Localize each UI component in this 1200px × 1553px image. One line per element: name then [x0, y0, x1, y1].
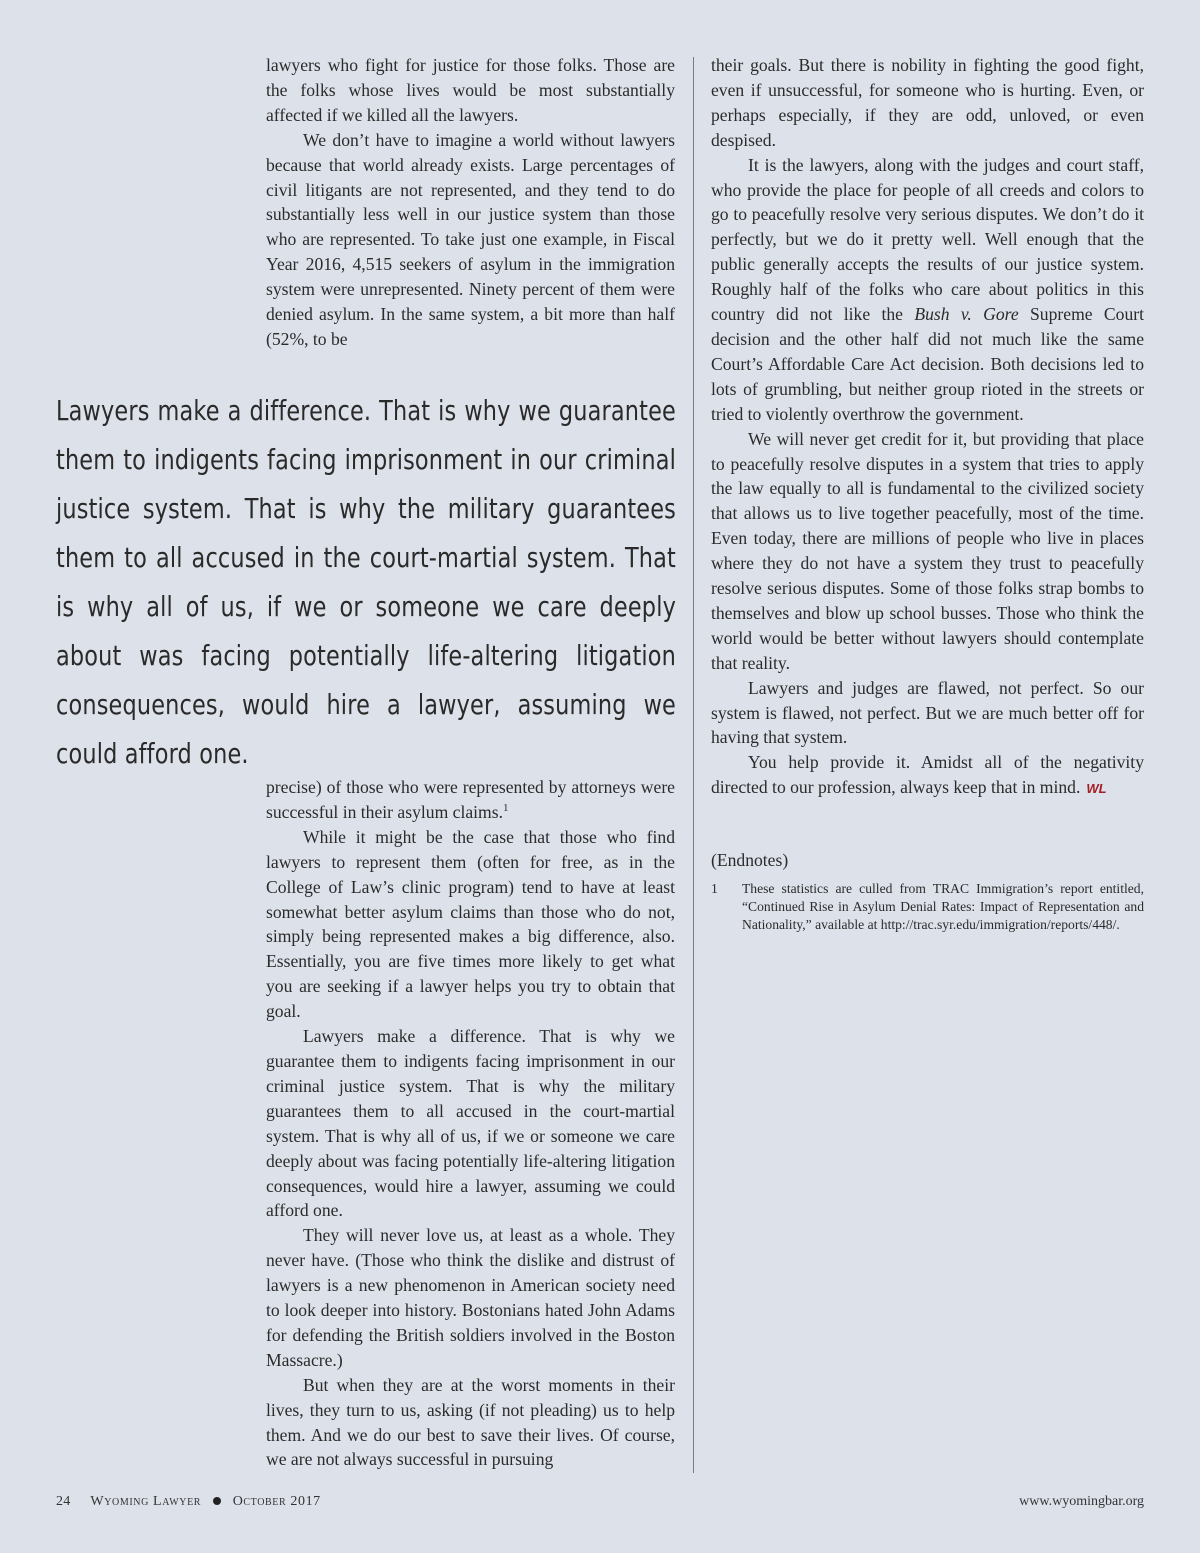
paragraph: Lawyers and judges are flawed, not perfect. So our system is flawed, not perfect. But we are much better off for having that system.: [711, 677, 1144, 748]
endnote-number: 1: [711, 881, 718, 896]
article-column-right: [711, 53, 1144, 802]
case-name: Bush v. Gore: [914, 304, 1019, 325]
paragraph-text: It is the lawyers, along with the judges and court staff, who provide the place for people of all creeds and colors to go to peacefully resolve very serious disputes. We don’t do it perfectly, but we do it pretty well. Well enough that the public generally accepts the results of our justice system. Roughly half of the folks who care about politics in this country did not like the: [711, 154, 1144, 325]
paragraph: They will never love us, at least as a whole. They never have. (Those who think the dislike and distrust of lawyers is a new phenomenon in American society need to look deeper into history. Bostonians hated John Adams for defending the British soldiers involved in the Boston Massacre.): [266, 1225, 675, 1370]
endnotes-heading: (Endnotes): [711, 850, 789, 870]
article-column-left-bottom: [266, 775, 675, 1472]
paragraph: [711, 153, 1144, 427]
endnotes-section: [711, 848, 1144, 934]
paragraph: their goals. But there is nobility in fighting the good fight, even if unsuccessful, for someone who is hurting. Even, or perhaps especially, if they are odd, unloved, or even despised.: [711, 55, 1144, 150]
article-column-left-top: [266, 53, 675, 352]
paragraph: We will never get credit for it, but providing that place to peacefully resolve disputes in a system that tries to apply the law equally to all is fundamental to the civilized society that allows us to live together peacefully, most of the time. Even today, there are millions of people who live in places where they do not have a system they trust to peacefully resolve serious disputes. Some of those folks strap bombs to themselves and blow up school busses. Those who think the world would be better without lawyers should contemplate that reality.: [711, 428, 1144, 673]
website-link[interactable]: www.wyomingbar.org: [1019, 1494, 1144, 1509]
paragraph: Lawyers make a difference. That is why we guarantee them to indigents facing imprisonment in our criminal justice system. That is why the military guarantees them to all accused in the court-martial system. That is why all of us, if we or someone we care deeply about was facing potentially life-altering litigation consequences, would hire a lawyer, assuming we could afford one.: [266, 1026, 675, 1221]
paragraph: But when they are at the worst moments in their lives, they turn to us, asking (if not pleading) us to help them. And we do our best to save their lives. Of course, we are not always successful in pursuing: [266, 1374, 675, 1470]
page-footer-left: [56, 1494, 321, 1510]
paragraph: [711, 750, 1144, 802]
paragraph: [266, 775, 675, 825]
bullet-separator-icon: [213, 1497, 221, 1505]
column-divider: [693, 57, 694, 1473]
endnote-text: These statistics are culled from TRAC Immigration’s report entitled, “Continued Rise in Asylum Denial Rates: Impact of Representation and Nationality,” available at http://trac.syr.edu/immigration/reports/448/.: [742, 881, 1144, 932]
footnote-reference[interactable]: 1: [502, 802, 509, 815]
paragraph: While it might be the case that those who find lawyers to represent them (often for free, as in the College of Law’s clinic program) tend to have at least somewhat better asylum claims than those who do not, simply being represented makes a big difference, also. Essentially, you are five times more likely to get what you are seeking if a lawyer helps you try to obtain that goal.: [266, 826, 675, 1022]
end-mark-wl-logo: WL: [1086, 781, 1107, 797]
pull-quote: Lawyers make a difference. That is why we guarantee them to indigents facing imprisonment in our criminal justice system. That is why the military guarantees them to all accused in the court-martial system. That is why all of us, if we or someone we care deeply about was facing potentially life-altering litigation consequences, would hire a lawyer, assuming we could afford one.: [56, 394, 676, 770]
publication-name: Wyoming Lawyer: [90, 1494, 202, 1509]
paragraph-text: You help provide it. Amidst all of the negativity directed to our profession, always keep that in mind.: [711, 752, 1144, 798]
endnote-item: [711, 880, 1144, 934]
paragraph: We don’t have to imagine a world without lawyers because that world already exists. Large percentages of civil litigants are not represented, and they tend to do substantially less well in our justice system than those who are represented. To take just one example, in Fiscal Year 2016, 4,515 seekers of asylum in the immigration system were unrepresented. Ninety percent of them were denied asylum. In the same system, a bit more than half (52%, to be: [266, 129, 675, 349]
paragraph: lawyers who fight for justice for those folks. Those are the folks whose lives would be most substantially affected if we killed all the lawyers.: [266, 55, 675, 125]
page-number: 24: [56, 1494, 71, 1509]
paragraph-text: Supreme Court decision and the other half did not much like the same Court’s Affordable Care Act decision. Both decisions led to lots of grumbling, but neither group rioted in the streets or tried to violently overthrow the government.: [711, 304, 1144, 424]
paragraph-text: precise) of those who were represented by attorneys were successful in their asylum claims.: [266, 777, 675, 822]
issue-date: October 2017: [232, 1494, 321, 1509]
